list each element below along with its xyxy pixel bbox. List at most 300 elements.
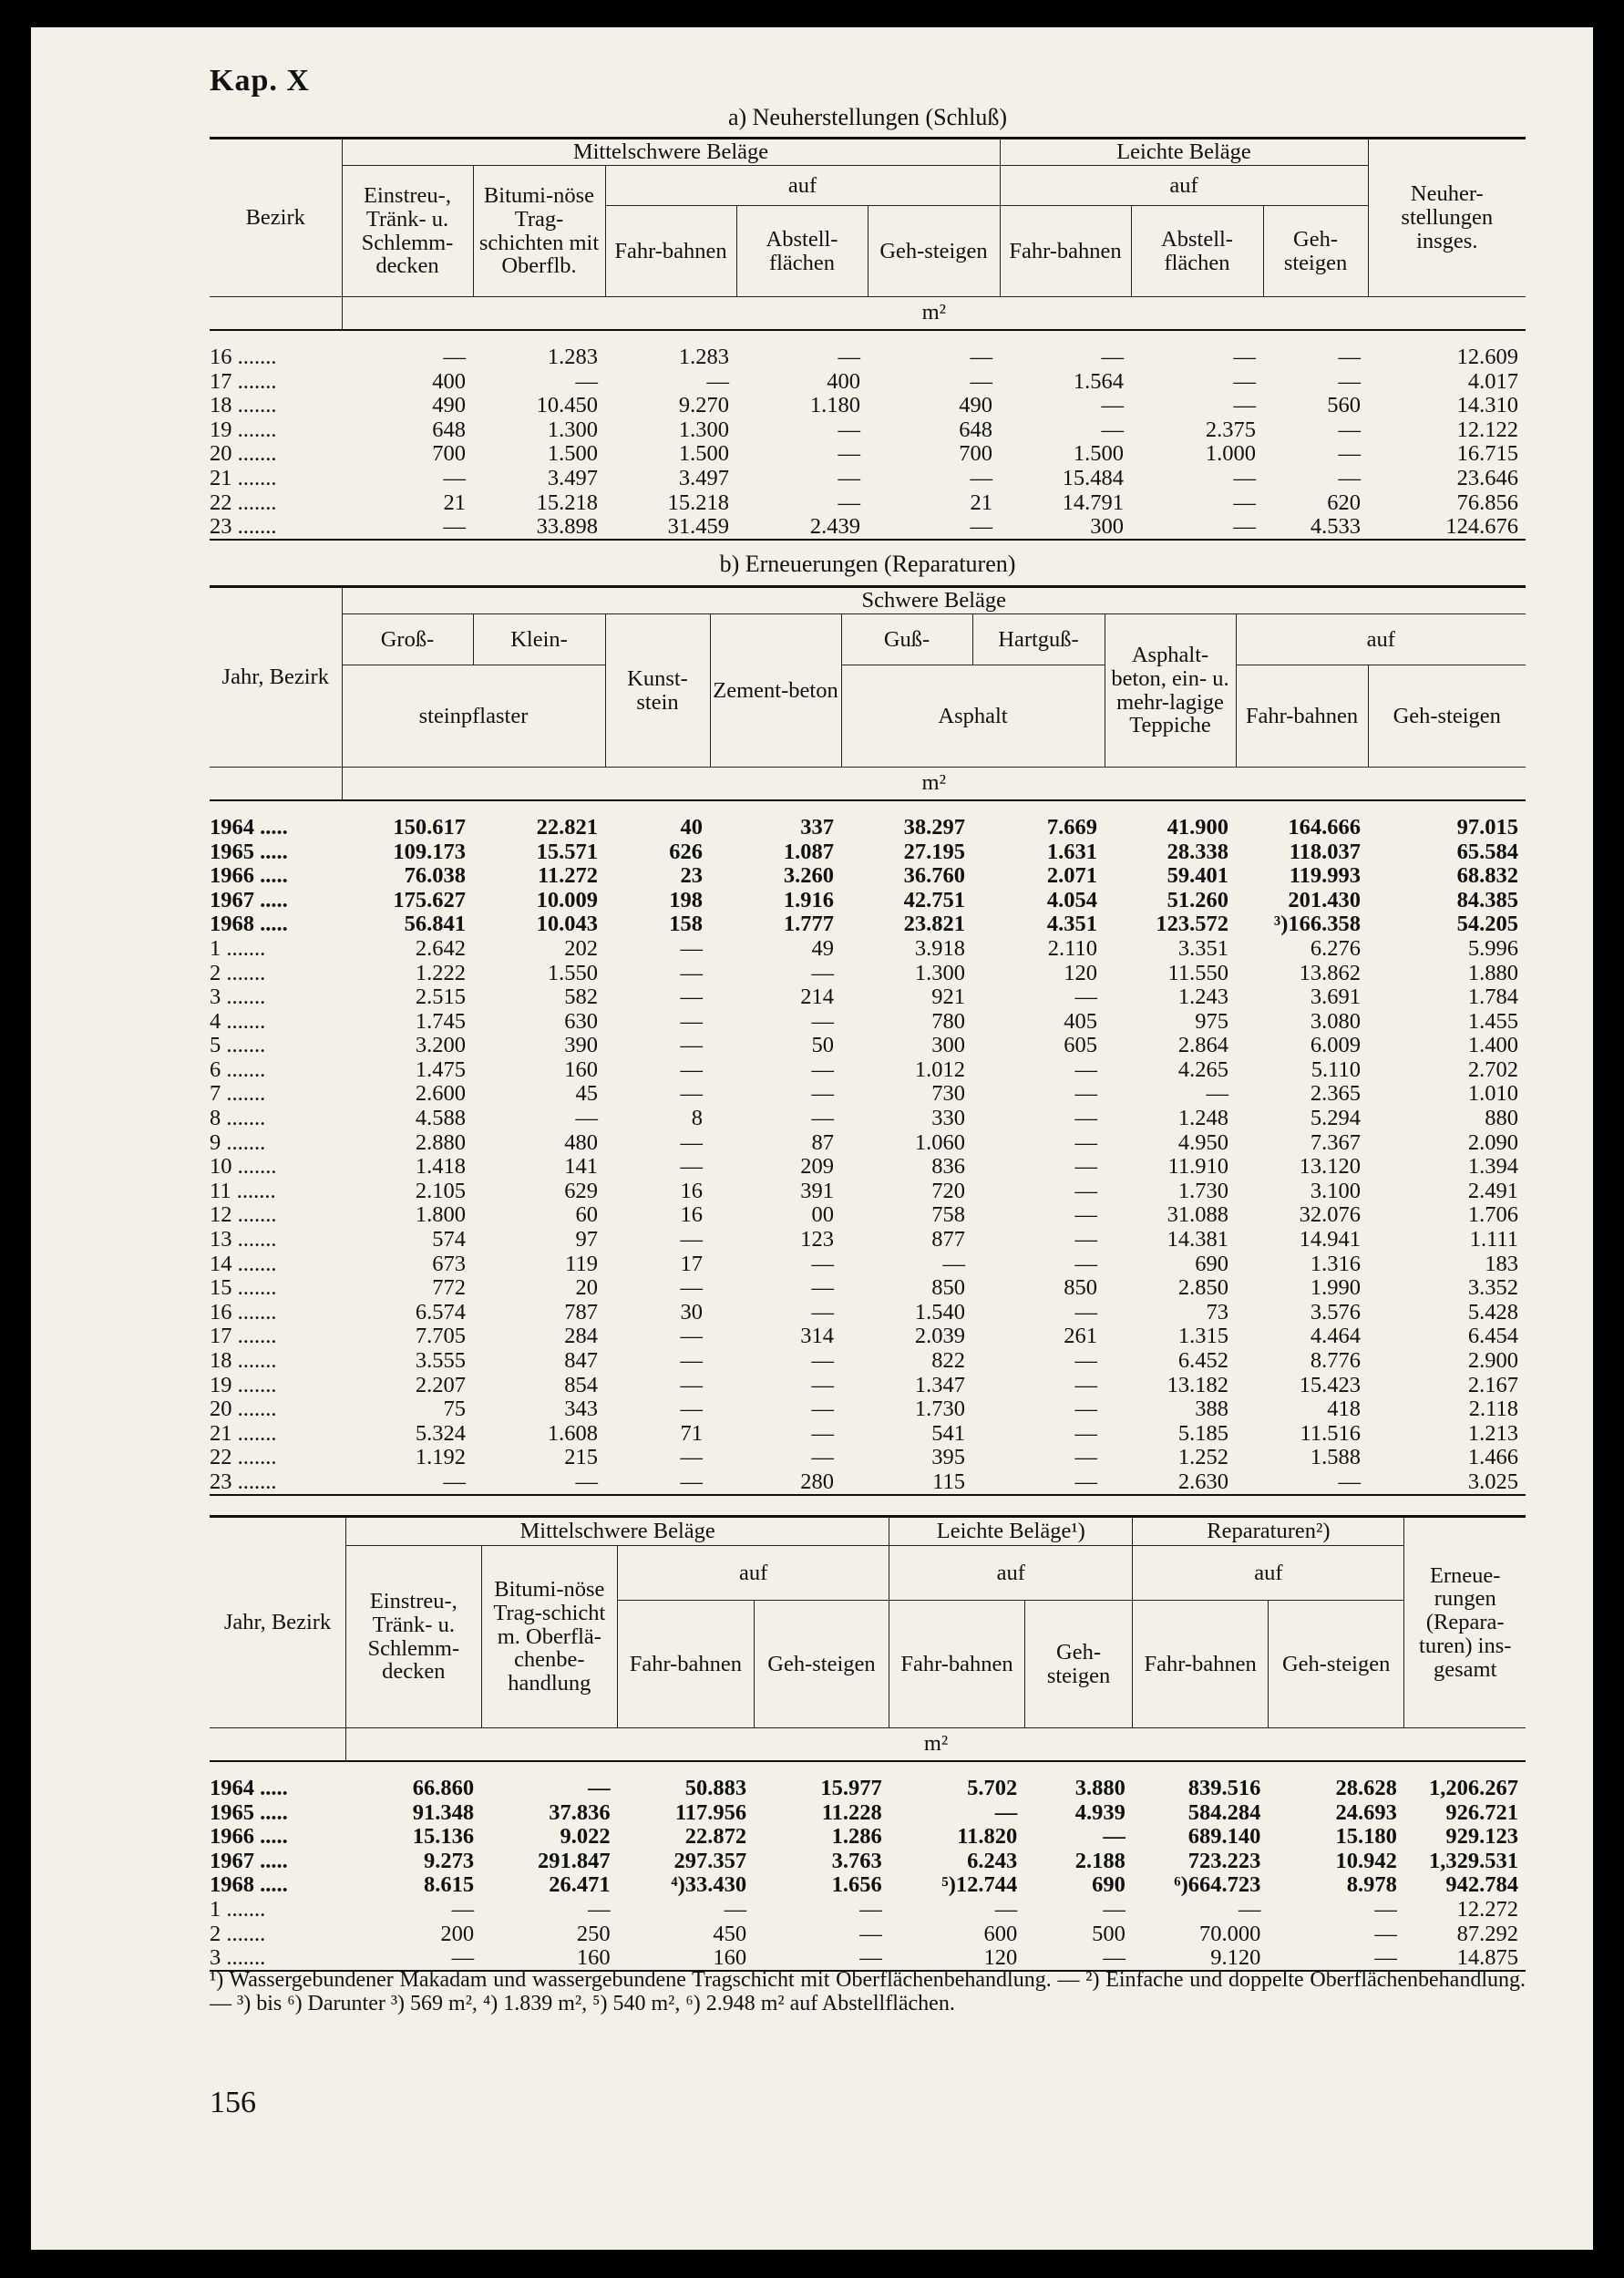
table-cell: —	[1074, 1057, 1097, 1082]
table-cell: ⁵)12.744	[941, 1872, 1018, 1898]
table-cell: —	[605, 1470, 710, 1496]
table-cell: 1.418	[415, 1154, 466, 1180]
document-page	[31, 27, 1593, 2250]
table-cell: —	[1103, 1824, 1125, 1850]
table-cell: 1.990	[1310, 1275, 1361, 1301]
header-gehsteigen: Geh-steigen	[1368, 665, 1526, 768]
row-label: 16 .......	[210, 1299, 277, 1325]
table-cell: —	[680, 1129, 703, 1155]
header-bitumioese: Bitumi-nöse Trag-schichten mit Oberflb.	[473, 166, 605, 297]
table-cell: 541	[931, 1420, 965, 1446]
table-row	[210, 840, 1526, 864]
table-cell: —	[1074, 1081, 1097, 1107]
row-label: 7 .......	[210, 1081, 266, 1107]
table-cell: 343	[564, 1397, 598, 1422]
table-cell: 183	[1485, 1251, 1519, 1276]
table-cell: 300	[1000, 515, 1131, 541]
header-fahrbahnen: Fahr-bahnen	[1000, 206, 1131, 297]
table-row	[210, 816, 1526, 840]
table-cell: 2.207	[415, 1372, 466, 1397]
table-row	[210, 1777, 1526, 1801]
header-jahr-bezirk: Jahr, Bezirk	[210, 1517, 346, 1728]
table-row	[210, 864, 1526, 889]
table-cell: 2.090	[1467, 1129, 1519, 1155]
table-row	[210, 1252, 1526, 1276]
table-cell: 700	[959, 441, 992, 467]
row-label: 21 .......	[210, 465, 277, 490]
table-cell: 730	[931, 1081, 965, 1107]
table-cell: 388	[1195, 1397, 1228, 1422]
table-cell: 297.357	[673, 1848, 747, 1873]
table-cell: 45	[575, 1081, 598, 1107]
table-cell: 17	[680, 1251, 703, 1276]
table-cell: 27.195	[903, 839, 965, 864]
header-gehsteigen: Geh-steigen	[1024, 1601, 1133, 1728]
table-cell: 8.776	[1310, 1348, 1361, 1373]
table-cell: 560	[1327, 393, 1362, 418]
row-label: 1968 .....	[210, 912, 288, 937]
table-cell: 500	[1092, 1921, 1125, 1946]
table-cell: 5.702	[967, 1775, 1018, 1800]
table-cell: 15.571	[536, 839, 598, 864]
table-cell: 119	[565, 1251, 598, 1276]
table-cell: 1.784	[1467, 984, 1519, 1010]
header-einstreu: Einstreu-, Tränk- u. Schlemm-decken	[346, 1546, 482, 1728]
table-cell: 15.218	[667, 490, 729, 515]
table-cell: 877	[931, 1227, 965, 1252]
table-cell: —	[443, 344, 466, 369]
table-row	[210, 394, 1526, 418]
table-cell: 854	[564, 1372, 598, 1397]
row-label: 2 .......	[210, 960, 266, 985]
row-label: 1965 .....	[210, 839, 288, 864]
table-cell: 31.088	[1167, 1202, 1228, 1228]
table-cell: 3.200	[415, 1033, 466, 1058]
header-group-schwere: Schwere Beläge	[342, 587, 1526, 614]
table-cell: 1.012	[914, 1057, 965, 1082]
table-cell: 395	[931, 1445, 965, 1470]
table-row	[210, 490, 1526, 515]
table-cell: 2.105	[415, 1178, 466, 1203]
table-cell: 9.120	[1133, 1946, 1269, 1972]
table-cell: —	[1236, 1470, 1368, 1496]
table-cell: —	[346, 1946, 482, 1972]
table-cell: —	[443, 465, 466, 490]
table-cell: —	[811, 1372, 834, 1397]
row-label: 10 .......	[210, 1154, 277, 1180]
table-cell: 123	[800, 1227, 834, 1252]
table-cell: —	[859, 1896, 882, 1922]
table-cell: 700	[432, 441, 466, 467]
table-cell: 164.666	[1288, 814, 1361, 840]
table-cell: 14.875	[1404, 1946, 1526, 1972]
table-cell: —	[588, 1775, 611, 1800]
table-cell: —	[811, 960, 834, 985]
table-cell: —	[342, 515, 473, 541]
table-cell: 160	[564, 1057, 598, 1082]
table-cell: 209	[800, 1154, 834, 1180]
table-cell: —	[868, 515, 1000, 541]
table-cell: 22.821	[536, 814, 598, 840]
table-cell: 21	[970, 490, 992, 515]
table-cell: —	[1101, 393, 1124, 418]
table-cell: 12.122	[1456, 417, 1519, 442]
table-cell: —	[1074, 1348, 1097, 1373]
table-cell: 21	[443, 490, 466, 515]
table-cell: 70.000	[1199, 1921, 1261, 1946]
table-cell: 1.455	[1467, 1008, 1519, 1034]
table-cell: 1.706	[1467, 1202, 1519, 1228]
header-zementbeton: Zement-beton	[710, 614, 841, 768]
row-label: 5 .......	[210, 1033, 266, 1058]
table-cell: 1.466	[1467, 1445, 1519, 1470]
table-row	[210, 442, 1526, 467]
table-cell: 23.821	[903, 912, 965, 937]
table-cell: 314	[800, 1324, 834, 1349]
table-row	[210, 1349, 1526, 1374]
table-cell: 4.939	[1074, 1799, 1125, 1825]
row-label: 16 .......	[210, 344, 277, 369]
table-cell: 1.730	[914, 1397, 965, 1422]
header-group-leichte: Leichte Beläge¹)	[889, 1517, 1133, 1546]
table-row	[210, 1107, 1526, 1131]
table-cell: —	[1233, 465, 1256, 490]
table-cell: —	[838, 344, 860, 369]
table-cell: 15.484	[1062, 465, 1124, 490]
table-cell: —	[838, 490, 860, 515]
table-cell: —	[1101, 417, 1124, 442]
table-cell: 54.205	[1456, 912, 1519, 937]
table-cell: 15.218	[536, 490, 598, 515]
table-cell: 31.459	[605, 515, 736, 541]
table-row	[210, 1276, 1526, 1301]
table-cell: 11.820	[957, 1824, 1018, 1850]
table-cell: 87	[811, 1129, 834, 1155]
table-cell: 2.188	[1074, 1848, 1125, 1873]
table-cell: 7.705	[415, 1324, 466, 1349]
table-cell: 66.860	[412, 1775, 475, 1800]
table-cell: 4.464	[1310, 1324, 1361, 1349]
table-cell: 3.025	[1368, 1470, 1526, 1496]
table-cell: 975	[1195, 1008, 1228, 1034]
header-fahrbahnen: Fahr-bahnen	[889, 1601, 1025, 1728]
table-cell: 3.691	[1310, 984, 1361, 1010]
table-cell: 1.564	[1073, 368, 1124, 394]
table-cell: 6.243	[967, 1848, 1018, 1873]
table-cell: —	[680, 1372, 703, 1397]
table-cell: —	[838, 417, 860, 442]
table-cell: 284	[564, 1324, 598, 1349]
table-cell: 780	[931, 1008, 965, 1034]
table-cell: 1.347	[914, 1372, 965, 1397]
table-cell: 119.993	[1289, 863, 1361, 889]
row-label: 11 .......	[210, 1178, 276, 1203]
header-gross: Groß-	[342, 614, 473, 665]
table-cell: 584.284	[1187, 1799, 1261, 1825]
unit-m2: m²	[342, 768, 1526, 800]
table-cell: ⁴)33.430	[671, 1872, 747, 1898]
table-cell: 1.916	[783, 887, 834, 912]
table-cell: 10.009	[536, 887, 598, 912]
table-row	[210, 1397, 1526, 1422]
header-bezirk: Bezirk	[210, 139, 342, 297]
table-cell: 201.430	[1288, 887, 1361, 912]
table-cell: 16	[680, 1178, 703, 1203]
table-cell: 68.832	[1456, 863, 1519, 889]
unit-m2: m²	[346, 1728, 1526, 1761]
table-cell: 1.180	[809, 393, 860, 418]
table-cell: 50.883	[684, 1775, 747, 1800]
row-label: 8 .......	[210, 1106, 266, 1131]
table-cell: —	[811, 1445, 834, 1470]
row-label: 21 .......	[210, 1420, 277, 1446]
table-row	[210, 466, 1526, 490]
table-cell: 158	[669, 912, 703, 937]
table-cell: 11.516	[1300, 1420, 1361, 1446]
table-cell: 2.600	[415, 1081, 466, 1107]
table-cell: ³)166.358	[1273, 912, 1361, 937]
row-label: 3 .......	[210, 984, 266, 1010]
table-cell: 120	[889, 1946, 1025, 1972]
table-row	[210, 888, 1526, 912]
row-label: 17 .......	[210, 1324, 277, 1349]
table-cell: 574	[432, 1227, 466, 1252]
table-erneuerungen-2	[210, 1515, 1526, 1972]
table-body-c	[210, 1761, 1526, 1972]
table-cell: —	[680, 1324, 703, 1349]
table-cell: 3.100	[1310, 1178, 1361, 1203]
table-row	[210, 1082, 1526, 1107]
table-cell: 2.850	[1177, 1275, 1228, 1301]
table-cell: 76.856	[1456, 490, 1519, 515]
table-cell: 00	[811, 1202, 834, 1228]
table-cell: 4.588	[415, 1106, 466, 1131]
table-cell: 8.615	[423, 1872, 475, 1898]
table-cell: 1.730	[1177, 1178, 1228, 1203]
chapter-heading: Kap. X	[210, 64, 310, 98]
table-cell: 1.248	[1177, 1106, 1228, 1131]
table-cell: —	[1074, 1129, 1097, 1155]
header-kunststein: Kunst-stein	[605, 614, 710, 768]
table-cell: 3.351	[1177, 935, 1228, 961]
row-label: 1966 .....	[210, 1824, 288, 1850]
table-cell: 28.628	[1335, 1775, 1397, 1800]
row-label: 22 .......	[210, 1445, 277, 1470]
table-cell: 117.956	[674, 1799, 747, 1825]
table-cell: 648	[432, 417, 466, 442]
table-cell: 1.243	[1177, 984, 1228, 1010]
table-cell: —	[754, 1946, 889, 1972]
table-cell: 2.630	[1105, 1470, 1236, 1496]
header-einstreu: Einstreu-, Tränk- u. Schlemm-decken	[342, 166, 473, 297]
table-row	[210, 1897, 1526, 1922]
spacer-row	[210, 1761, 1526, 1777]
header-auf-leicht: auf	[1000, 166, 1368, 206]
table-cell: —	[811, 1299, 834, 1325]
table-cell: 2.900	[1467, 1348, 1519, 1373]
table-cell: —	[680, 1227, 703, 1252]
table-cell: 450	[713, 1921, 747, 1946]
table-cell: 10.043	[536, 912, 598, 937]
row-label: 19 .......	[210, 1372, 277, 1397]
table-cell: 3.497	[678, 465, 729, 490]
header-gehsteigen: Geh-steigen	[1263, 206, 1368, 297]
table-row	[210, 912, 1526, 937]
table-cell: 13.182	[1167, 1372, 1228, 1397]
table-cell: —	[1206, 1081, 1228, 1107]
table-cell: 822	[931, 1348, 965, 1373]
table-cell: —	[1074, 1178, 1097, 1203]
header-neuherstellungen-insges: Neuher-stellungen insges.	[1368, 139, 1526, 297]
header-jahr-bezirk: Jahr, Bezirk	[210, 587, 342, 768]
table-cell: 10.942	[1335, 1848, 1397, 1873]
table-cell: 787	[564, 1299, 598, 1325]
table-cell: —	[575, 368, 598, 394]
table-cell: 1.880	[1467, 960, 1519, 985]
table-cell: 30	[680, 1299, 703, 1325]
table-cell: 850	[931, 1275, 965, 1301]
table-cell: —	[1233, 490, 1256, 515]
table-cell: 14.310	[1456, 393, 1519, 418]
table-cell: 13.862	[1299, 960, 1361, 985]
table-cell: —	[811, 1081, 834, 1107]
table-cell: 6.452	[1177, 1348, 1228, 1373]
table-cell: 11.550	[1167, 960, 1228, 985]
table-cell: 14.381	[1167, 1227, 1228, 1252]
table-cell: 400	[432, 368, 466, 394]
table-cell: 690	[1092, 1872, 1125, 1898]
table-cell: 2.118	[1468, 1397, 1519, 1422]
table-cell: 60	[575, 1202, 598, 1228]
table-cell: 1.745	[415, 1008, 466, 1034]
row-label: 22 .......	[210, 490, 277, 515]
table-cell: 720	[931, 1178, 965, 1203]
table-cell: 850	[1064, 1275, 1097, 1301]
table-cell: 215	[564, 1445, 598, 1470]
table-cell: —	[811, 1251, 834, 1276]
table-cell: 175.627	[393, 887, 466, 912]
table-cell: 2.439	[736, 515, 868, 541]
table-cell: —	[1338, 465, 1362, 490]
table-cell: 56.841	[404, 912, 466, 937]
table-cell: 6.276	[1310, 935, 1361, 961]
row-label: 1967 .....	[210, 1848, 288, 1873]
header-abstellflaechen: Abstell-flächen	[1131, 206, 1263, 297]
table-cell: —	[1074, 1420, 1097, 1446]
table-cell: 23.646	[1456, 465, 1519, 490]
table-cell: 14.941	[1299, 1227, 1361, 1252]
table-cell: 405	[1064, 1008, 1097, 1034]
table-cell: —	[1238, 1896, 1261, 1922]
table-cell: 1.000	[1205, 441, 1256, 467]
table-cell: 1.400	[1467, 1033, 1519, 1058]
table-cell: 84.385	[1456, 887, 1519, 912]
table-cell: 160	[481, 1946, 618, 1972]
table-row	[210, 417, 1526, 442]
table-cell: —	[1101, 344, 1124, 369]
header-bitumioese: Bitumi-nöse Trag-schicht m. Oberflä-chenbe-handlung	[481, 1546, 618, 1728]
table-cell: 630	[564, 1008, 598, 1034]
table-cell: 600	[983, 1921, 1018, 1946]
table-cell: —	[473, 1470, 605, 1496]
table-cell: 141	[564, 1154, 598, 1180]
spacer-row	[210, 330, 1526, 345]
row-label: 13 .......	[210, 1227, 277, 1252]
table-cell: —	[1338, 417, 1362, 442]
header-auf-mittel: auf	[605, 166, 1000, 206]
table-cell: 4.017	[1467, 368, 1519, 394]
header-gehsteigen: Geh-steigen	[868, 206, 1000, 297]
header-auf: auf	[1236, 614, 1526, 665]
table-cell: 1.300	[547, 417, 598, 442]
table-cell: —	[1268, 1946, 1404, 1972]
header-group-leichte: Leichte Beläge	[1000, 139, 1368, 166]
table-cell: —	[970, 344, 992, 369]
table-cell: —	[1338, 344, 1362, 369]
row-label: 1964 .....	[210, 1775, 288, 1800]
table-cell: 10.450	[536, 393, 598, 418]
table-cell: 772	[432, 1275, 466, 1301]
row-label: 19 .......	[210, 417, 277, 442]
table-cell: —	[342, 1470, 473, 1496]
table-cell: 40	[680, 814, 703, 840]
table-cell: 49	[811, 935, 834, 961]
table-cell: 3.880	[1074, 1775, 1125, 1800]
table-cell: 490	[432, 393, 466, 418]
table-cell: 1.283	[678, 344, 729, 369]
table-cell: 758	[931, 1202, 965, 1228]
table-cell: 20	[575, 1275, 598, 1301]
table-cell: 198	[669, 887, 703, 912]
table-row	[210, 1155, 1526, 1180]
table-cell: —	[811, 1420, 834, 1446]
table-row	[210, 961, 1526, 985]
table-cell: 5.294	[1310, 1106, 1361, 1131]
table-cell: 3.352	[1467, 1275, 1519, 1301]
header-fahrbahnen: Fahr-bahnen	[618, 1601, 755, 1728]
table-cell: 11.910	[1167, 1154, 1228, 1180]
table-cell: 6.009	[1310, 1033, 1361, 1058]
table-cell: —	[680, 1397, 703, 1422]
table-row	[210, 1421, 1526, 1446]
table-row	[210, 1922, 1526, 1946]
table-cell: 3.576	[1310, 1299, 1361, 1325]
table-cell: 38.297	[903, 814, 965, 840]
table-cell: 418	[1327, 1397, 1361, 1422]
table-cell: —	[942, 1251, 965, 1276]
table-cell: 723.223	[1187, 1848, 1261, 1873]
table-cell: 71	[680, 1420, 703, 1446]
table-cell: —	[451, 1896, 475, 1922]
table-cell: 51.260	[1167, 887, 1228, 912]
table-cell: 5.110	[1311, 1057, 1361, 1082]
page-number: 156	[210, 2086, 256, 2119]
table-cell: 582	[564, 984, 598, 1010]
table-body-a	[210, 330, 1526, 541]
table-cell: 7.367	[1310, 1129, 1361, 1155]
table-cell: 76.038	[404, 863, 466, 889]
table-cell: 3.080	[1310, 1008, 1361, 1034]
table-cell: —	[680, 1008, 703, 1034]
table-cell: 97.015	[1456, 814, 1519, 840]
table-cell: 11.272	[537, 863, 598, 889]
table-cell: 2.702	[1467, 1057, 1519, 1082]
table-cell: 280	[710, 1470, 841, 1496]
row-label: 15 .......	[210, 1275, 277, 1301]
table-cell: 1.213	[1467, 1420, 1519, 1446]
table-cell: 4.533	[1263, 515, 1368, 541]
table-cell: 836	[931, 1154, 965, 1180]
